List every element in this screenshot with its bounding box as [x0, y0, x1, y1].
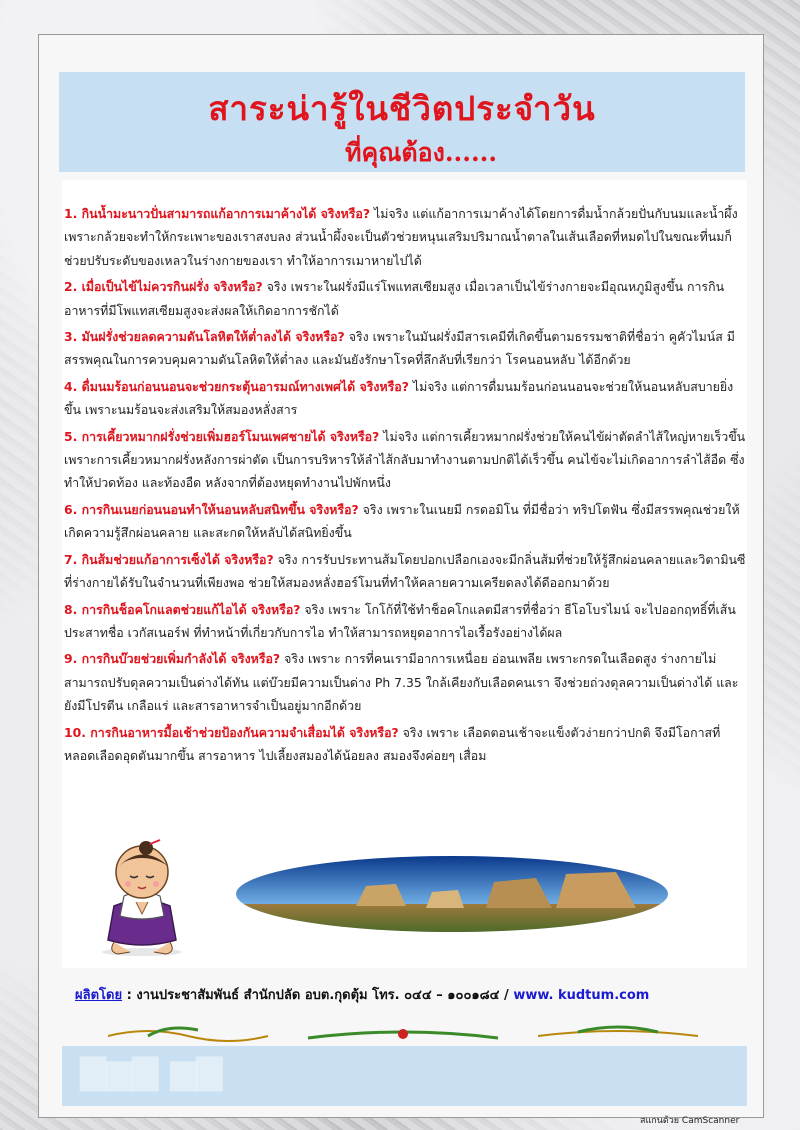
scanner-watermark: สแกนด้วย CamScanner	[640, 1116, 740, 1126]
item-answer: จริง เพราะ เลือดตอนเช้าจะแข็งตัวง่ายกว่าปกติ จึงมีโอกาสที่หลอดเลือดอุดตันมากขึ้น สารอาหาร ไปเลี้ยงสมองได้น้อยลง สมองจึงค่อยๆ เสื่อม	[64, 724, 721, 763]
list-item	[64, 548, 746, 595]
item-question: 4. ดื่มนมร้อนก่อนนอนจะช่วยกระตุ้นอารมณ์ทางเพศได้ จริงหรือ?	[64, 378, 409, 394]
item-answer: ไม่จริง แต่การดื่มนมร้อนก่อนนอนจะช่วยให้นอนหลับสบายยิ่งขึ้น เพราะนมร้อนจะส่งเสริมให้สมองหลั่งสาร	[64, 378, 734, 418]
item-answer: จริง การรับประทานส้มโดยปอกเปลือกเองจะมีกลิ่นส้มที่ช่วยให้รู้สึกผ่อนคลายและวิตามินซีที่ร่างกายได้รับในจำนวนที่เพียงพอ ช่วยให้สมองหลั่งฮอร์โมนที่ทำให้คลายความเครียดลงได้ดีออกมาด้วย	[64, 551, 746, 591]
item-question: 5. การเคี้ยวหมากฝรั่งช่วยเพิ่มฮอร์โมนเพศชายได้ จริงหรือ?	[64, 428, 380, 444]
list-item	[64, 275, 746, 322]
footer-credit	[75, 984, 649, 1005]
facts-list	[64, 202, 746, 770]
greeting-boy-illustration	[84, 836, 224, 958]
decorative-divider	[108, 1022, 698, 1048]
website-link[interactable]: www. kudtum.com	[513, 988, 650, 1003]
item-question: 1. กินน้ำมะนาวปั่นสามารถแก้อาการเมาค้างได้ จริงหรือ?	[64, 206, 371, 221]
list-item	[64, 375, 746, 422]
item-answer: ไม่จริง แต่การเคี้ยวหมากฝรั่งช่วยให้คนไข้ผ่าตัดลำไส้ใหญ่หายเร็วขึ้น เพราะการเคี้ยวหมากฝรั่งหลังการผ่าตัด เป็นการบริหารให้ลำไส้กลับมาทำงานตามปกติได้เร็วขึ้น คนไข้จะไม่เกิดอาการลำไส้อืด ซึ่งทำให้ปวดท้อง และท้องอืด หลังจากที่ต้องหยุดทำงานไปพักหนึ่ง	[64, 428, 746, 491]
landscape-image	[236, 856, 668, 932]
item-question: 2. เมื่อเป็นไข้ไม่ควรกินฝรั่ง จริงหรือ?	[64, 279, 263, 295]
list-item	[64, 721, 746, 768]
page-subtitle: ที่คุณต้อง......	[345, 138, 498, 167]
item-question: 7. กินส้มช่วยแก้อาการเซ็งได้ จริงหรือ?	[64, 551, 274, 567]
list-item	[64, 498, 746, 545]
page-title: สาระน่ารู้ในชีวิตประจำวัน	[208, 89, 596, 128]
list-item	[64, 598, 746, 645]
item-question: 10. การกินอาหารมื้อเช้าช่วยป้องกันความจำเสื่อมได้ จริงหรือ?	[64, 724, 399, 740]
footer-separator: :	[122, 988, 137, 1003]
list-item	[64, 202, 746, 272]
item-answer: จริง เพราะในฝรั่งมีแร่โพแทสเซียมสูง เมื่อเวลาเป็นไข้ร่างกายจะมีอุณหภูมิสูงขึ้น การกินอาหารที่มีโพแทสเซียมสูงจะส่งผลให้เกิดอาการชักได้	[64, 279, 725, 318]
item-question: 3. มันฝรั่งช่วยลดความดันโลหิตให้ต่ำลงได้ จริงหรือ?	[64, 329, 345, 345]
list-item	[64, 325, 746, 372]
item-answer: จริง เพราะ การที่คนเรามีอาการเหนื่อย อ่อนเพลีย เพราะกรดในเลือดสูง ร่างกายไม่สามารถปรับดุลความเป็นด่างได้ทัน แต่บ๊วยมีความเป็นด่าง Ph 7.35 ใกล้เคียงกับเลือดคนเรา จึงช่วยถ่วงดุลความเป็นด่างได้ และยังมีโปรตีน เกลือแร่ และสารอาหารจำเป็นอยู่มากอีกด้วย	[64, 651, 739, 714]
list-item	[64, 425, 746, 495]
item-question: 9. การกินบ๊วยช่วยเพิ่มกำลังได้ จริงหรือ?	[64, 651, 281, 667]
list-item	[64, 647, 746, 717]
item-answer: จริง เพราะในมันฝรั่งมีสารเคมีที่เกิดขึ้นตามธรรมชาติที่ชื่อว่า คูคัวไมน์ส มีสรรพคุณในการควบคุมความดันโลหิตให้ต่ำลง และมันยังรักษาโรคที่ลึกลับที่เรียกว่า โรคนอนหลับ ได้อีกด้วย	[64, 329, 735, 368]
producer-name: งานประชาสัมพันธ์ สำนักปลัด อบต.กุดตุ้ม โทร. ๐๔๔ – ๑๐๐๑๘๔ /	[136, 988, 514, 1003]
item-answer: จริง เพราะ โกโก้ที่ใช้ทำช็อคโกแลตมีสารที่ชื่อว่า ธีโอโบรไมน์ จะไปออกฤทธิ์ที่เส้นประสาทชื่อ เวกัสเนอร์ฟ ที่ทำหน้าที่เกี่ยวกับการไอ ทำให้สามารถหยุดอาการไอเรื้อรังอย่างได้ผล	[64, 601, 736, 640]
item-answer: ไม่จริง แต่แก้อาการเมาค้างได้โดยการดื่มน้ำกล้วยปั่นกับนมและน้ำผึ้ง เพราะกล้วยจะทำให้กระเพาะของเราสงบลง ส่วนน้ำผึ้งจะเป็นตัวช่วยหนุนเสริมปริมาณน้ำตาลในเส้นเลือดที่หมดไปในขณะที่นมก็ช่วยปรับระดับของเหลวในร่างกายของเรา ทำให้อาการเมาหายไปได้	[64, 206, 738, 268]
producer-label: ผลิตโดย	[75, 988, 123, 1003]
item-question: 6. การกินเนยก่อนนอนทำให้นอนหลับสนิทขึ้น จริงหรือ?	[64, 501, 359, 517]
item-answer: จริง เพราะในเนยมี กรดอมิโน ที่มีชื่อว่า ทริปโตฟัน ซึ่งมีสรรพคุณช่วยให้เกิดความรู้สึกผ่อนคลาย และสะกดให้หลับได้สนิทยิ่งขึ้น	[64, 501, 740, 541]
watermark: ▇▆▇ ▆▇	[80, 1052, 223, 1092]
item-question: 8. การกินช็อคโกแลตช่วยแก้ไอได้ จริงหรือ?	[64, 601, 301, 617]
